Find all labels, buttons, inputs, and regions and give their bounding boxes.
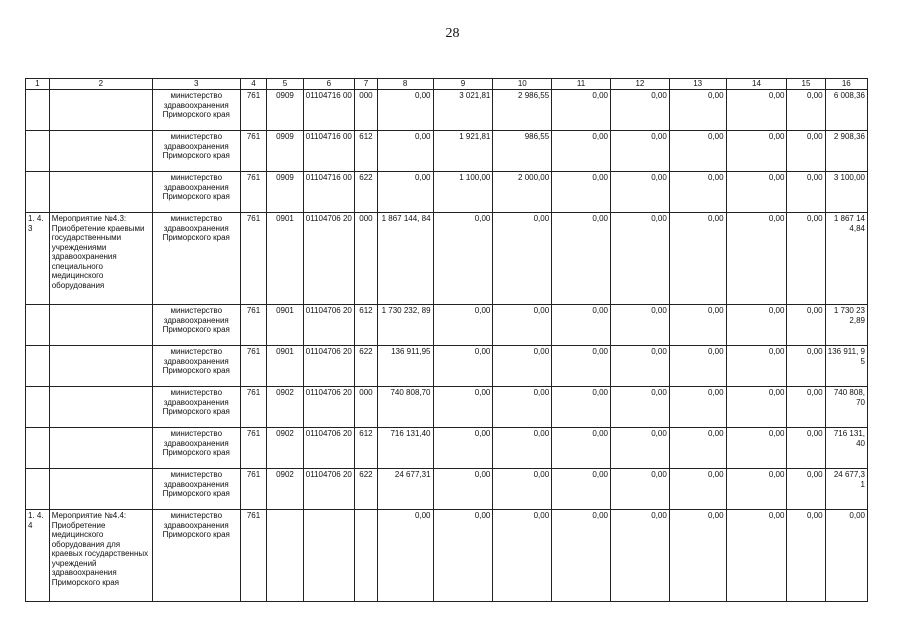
table-cell: 0909 (267, 90, 303, 131)
table-cell: 0,00 (433, 305, 493, 346)
table-cell: 0,00 (669, 131, 726, 172)
table-cell: 1 730 232, 89 (377, 305, 433, 346)
table-row (26, 305, 868, 346)
table-cell (49, 131, 152, 172)
header-cell: 6 (303, 79, 355, 90)
header-cell: 11 (552, 79, 611, 90)
table-cell: 01104706 20 (303, 346, 355, 387)
table-cell: 0,00 (493, 305, 552, 346)
table-cell: 0,00 (726, 428, 787, 469)
table-cell: 986,55 (493, 131, 552, 172)
table-cell: 136 911, 95 (825, 346, 867, 387)
table-cell: 1 100,00 (433, 172, 493, 213)
header-cell: 3 (152, 79, 240, 90)
table-cell: 0,00 (726, 172, 787, 213)
table-row (26, 172, 868, 213)
table-cell: 761 (240, 305, 267, 346)
table-cell: 3 100,00 (825, 172, 867, 213)
table-cell: 1. 4. 3 (26, 213, 50, 305)
table-cell: 761 (240, 172, 267, 213)
header-cell: 5 (267, 79, 303, 90)
table-cell: 0,00 (787, 305, 825, 346)
table-cell: 0,00 (669, 90, 726, 131)
header-cell: 14 (726, 79, 787, 90)
table-cell: 24 677,3 1 (825, 469, 867, 510)
table-cell: 0,00 (433, 428, 493, 469)
table-cell: 761 (240, 469, 267, 510)
table-cell: 0,00 (787, 387, 825, 428)
table-cell: 622 (355, 469, 378, 510)
budget-table (25, 78, 868, 602)
table-cell: 0,00 (552, 387, 611, 428)
table-row (26, 428, 868, 469)
table-cell: министерство здравоохранения Приморского края (152, 172, 240, 213)
table-cell: 000 (355, 213, 378, 305)
table-cell (49, 469, 152, 510)
table-cell: 0,00 (433, 469, 493, 510)
table-cell: 612 (355, 428, 378, 469)
table-cell: 761 (240, 213, 267, 305)
table-cell: 0,00 (610, 346, 669, 387)
header-cell: 1 (26, 79, 50, 90)
table-cell: 0,00 (669, 172, 726, 213)
table-cell: 0,00 (787, 346, 825, 387)
table-cell: 1 730 23 2,89 (825, 305, 867, 346)
table-cell: 0,00 (726, 510, 787, 602)
table-cell: 0901 (267, 213, 303, 305)
table-cell: 2 986,55 (493, 90, 552, 131)
table-row (26, 131, 868, 172)
table-cell: 0,00 (552, 213, 611, 305)
table-cell: 0,00 (787, 428, 825, 469)
table-cell (49, 387, 152, 428)
table-cell: 0,00 (669, 469, 726, 510)
table-cell: министерство здравоохранения Приморского края (152, 510, 240, 602)
table-cell: 0,00 (377, 90, 433, 131)
table-cell (26, 469, 50, 510)
table-cell: 0,00 (493, 428, 552, 469)
table-cell: 0,00 (610, 428, 669, 469)
table-cell: Мероприятие №4.4: Приобретение медицинского оборудования для краевых государственных учреждений здравоохранения Приморского края (49, 510, 152, 602)
table-cell: 0,00 (610, 131, 669, 172)
table-cell: 0,00 (493, 510, 552, 602)
table-cell: министерство здравоохранения Приморского края (152, 428, 240, 469)
table-cell: 0,00 (433, 346, 493, 387)
table-cell: министерство здравоохранения Приморского края (152, 346, 240, 387)
table-row (26, 387, 868, 428)
table-cell (26, 346, 50, 387)
table-cell: министерство здравоохранения Приморского края (152, 469, 240, 510)
table-cell: 0,00 (433, 213, 493, 305)
table-cell: 0,00 (669, 510, 726, 602)
table-cell: 0,00 (493, 213, 552, 305)
table-row (26, 213, 868, 305)
table-cell: 000 (355, 90, 378, 131)
table-cell (355, 510, 378, 602)
table-cell: 0,00 (552, 469, 611, 510)
table-cell: 3 021,81 (433, 90, 493, 131)
table-cell: 01104716 00 (303, 90, 355, 131)
table-cell: 0,00 (377, 172, 433, 213)
table-cell: 0,00 (726, 90, 787, 131)
table-cell: 0,00 (669, 213, 726, 305)
table-cell: 0,00 (669, 305, 726, 346)
table-row (26, 510, 868, 602)
table-cell: министерство здравоохранения Приморского края (152, 387, 240, 428)
header-cell: 2 (49, 79, 152, 90)
table-cell: 01104706 20 (303, 387, 355, 428)
table-cell: 0,00 (726, 469, 787, 510)
table-cell: 0902 (267, 469, 303, 510)
table-cell: 1 867 144, 84 (377, 213, 433, 305)
header-cell: 8 (377, 79, 433, 90)
table-cell (26, 172, 50, 213)
table-cell: 1 921,81 (433, 131, 493, 172)
table-cell: 612 (355, 131, 378, 172)
table-cell: 740 808,70 (377, 387, 433, 428)
table-cell: 6 008,36 (825, 90, 867, 131)
table-cell: 01104706 20 (303, 469, 355, 510)
table-cell (26, 131, 50, 172)
table-cell: 740 808, 70 (825, 387, 867, 428)
header-cell: 15 (787, 79, 825, 90)
table-cell: 0,00 (552, 172, 611, 213)
table-cell: 2 908,36 (825, 131, 867, 172)
table-cell: 0,00 (493, 387, 552, 428)
table-cell: 612 (355, 305, 378, 346)
header-cell: 9 (433, 79, 493, 90)
table-cell: 01104716 00 (303, 172, 355, 213)
table-cell: 2 000,00 (493, 172, 552, 213)
table-cell: 761 (240, 346, 267, 387)
table-cell: 24 677,31 (377, 469, 433, 510)
table-cell (49, 305, 152, 346)
table-cell: 01104716 00 (303, 131, 355, 172)
table-cell: 0902 (267, 428, 303, 469)
table-cell: 0901 (267, 305, 303, 346)
table-cell: 0,00 (669, 428, 726, 469)
table-cell: 761 (240, 428, 267, 469)
table-cell: министерство здравоохранения Приморского края (152, 90, 240, 131)
table-cell: 0,00 (433, 510, 493, 602)
table-cell: 0,00 (610, 213, 669, 305)
header-cell: 4 (240, 79, 267, 90)
table-cell: 000 (355, 387, 378, 428)
table-cell: министерство здравоохранения Приморского края (152, 305, 240, 346)
table-cell: 0901 (267, 346, 303, 387)
table-cell: 1. 4. 4 (26, 510, 50, 602)
table-cell: 01104706 20 (303, 428, 355, 469)
table-cell: 0,00 (610, 469, 669, 510)
table-cell: министерство здравоохранения Приморского края (152, 131, 240, 172)
table-cell: 716 131,40 (377, 428, 433, 469)
table-cell: 0,00 (552, 428, 611, 469)
table-cell: 622 (355, 172, 378, 213)
table-cell: 0,00 (610, 172, 669, 213)
table-cell (49, 90, 152, 131)
table-cell (49, 172, 152, 213)
table-cell: 0,00 (552, 346, 611, 387)
header-cell: 10 (493, 79, 552, 90)
table-cell: 0,00 (825, 510, 867, 602)
table-cell: 0,00 (433, 387, 493, 428)
table-cell (49, 428, 152, 469)
table-cell (267, 510, 303, 602)
table-cell: 0,00 (669, 346, 726, 387)
table-cell: 761 (240, 131, 267, 172)
table-cell: 0,00 (726, 387, 787, 428)
table-cell: 0,00 (787, 510, 825, 602)
table-cell: 0,00 (610, 305, 669, 346)
table-cell: 0,00 (787, 469, 825, 510)
table-cell: 0,00 (787, 172, 825, 213)
table-cell: 01104706 20 (303, 213, 355, 305)
header-cell: 13 (669, 79, 726, 90)
table-cell: 0,00 (610, 387, 669, 428)
table-cell: 1 867 14 4,84 (825, 213, 867, 305)
table-row (26, 346, 868, 387)
table-cell: 0,00 (787, 131, 825, 172)
table-row (26, 90, 868, 131)
table-cell: Мероприятие №4.3: Приобретение краевыми государственными учреждениями здравоохранения специального медицинского оборудования (49, 213, 152, 305)
table-cell: 0,00 (610, 510, 669, 602)
table-cell: 0,00 (726, 305, 787, 346)
table-cell: 716 131, 40 (825, 428, 867, 469)
table-cell (303, 510, 355, 602)
table-cell: 0,00 (610, 90, 669, 131)
header-row (26, 79, 868, 90)
table-cell: 0,00 (787, 90, 825, 131)
table-cell: 0,00 (726, 346, 787, 387)
table-cell (26, 428, 50, 469)
table-cell: 136 911,95 (377, 346, 433, 387)
table-cell: 761 (240, 387, 267, 428)
page-number: 28 (445, 26, 460, 41)
table-cell (49, 346, 152, 387)
table-cell: министерство здравоохранения Приморского края (152, 213, 240, 305)
table-cell (26, 305, 50, 346)
table-cell: 0,00 (552, 131, 611, 172)
table-cell: 0,00 (552, 90, 611, 131)
table-cell (26, 90, 50, 131)
table-cell: 0,00 (726, 213, 787, 305)
table-row (26, 469, 868, 510)
header-cell: 16 (825, 79, 867, 90)
table-cell: 01104706 20 (303, 305, 355, 346)
table-cell: 0,00 (552, 305, 611, 346)
table-cell: 622 (355, 346, 378, 387)
header-cell: 12 (610, 79, 669, 90)
table-cell: 0,00 (726, 131, 787, 172)
table-cell: 0909 (267, 172, 303, 213)
table-cell: 0902 (267, 387, 303, 428)
table-cell: 0,00 (787, 213, 825, 305)
table-cell: 0,00 (377, 131, 433, 172)
header-cell: 7 (355, 79, 378, 90)
table-cell: 761 (240, 90, 267, 131)
table-cell: 0909 (267, 131, 303, 172)
table-cell: 0,00 (493, 346, 552, 387)
table-cell (26, 387, 50, 428)
table-cell: 0,00 (669, 387, 726, 428)
table-cell: 761 (240, 510, 267, 602)
table-cell: 0,00 (552, 510, 611, 602)
table-cell: 0,00 (377, 510, 433, 602)
table-cell: 0,00 (493, 469, 552, 510)
